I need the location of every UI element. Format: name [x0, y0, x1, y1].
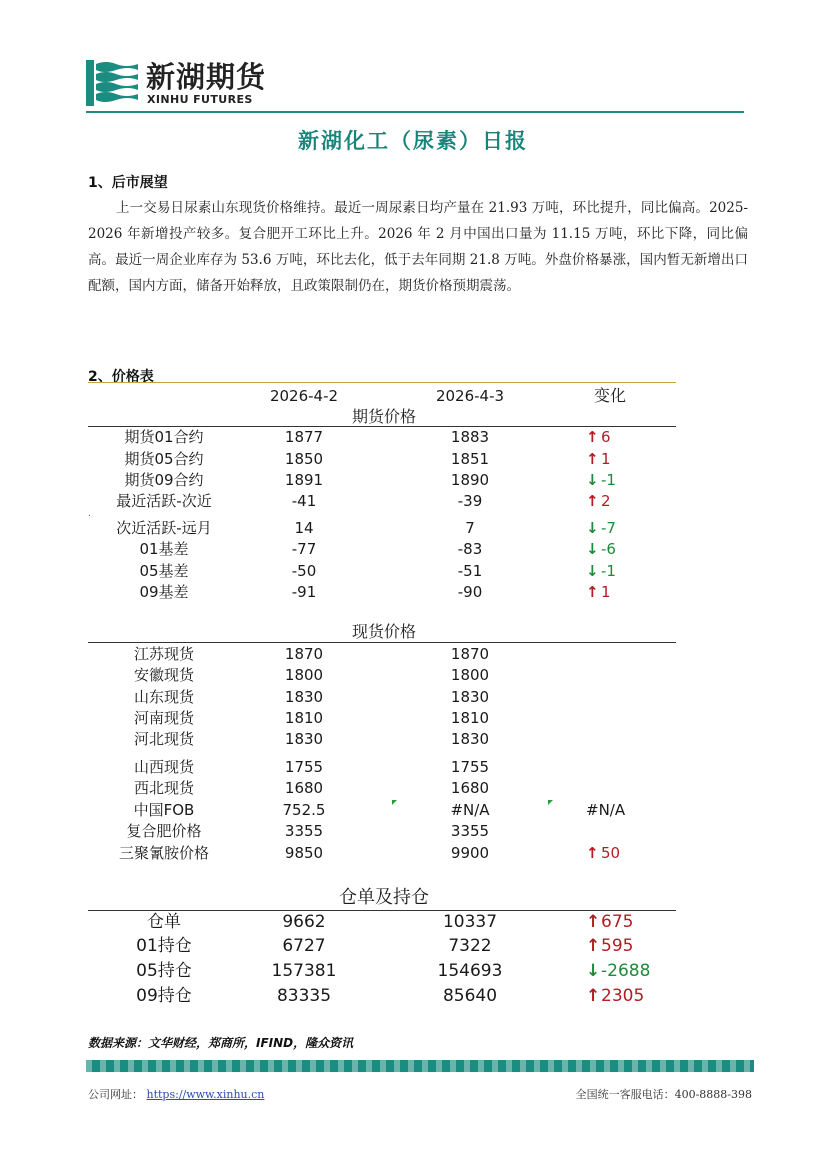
change-value: 2305	[601, 986, 645, 1006]
arrow-up-icon: ↑	[586, 428, 599, 446]
change-value: 6	[601, 428, 611, 446]
column-header-date2: 2026-4-3	[435, 387, 505, 405]
company-name-en: XINHU FUTURES	[147, 93, 253, 106]
value-change	[586, 561, 676, 581]
value-date1: 1891	[284, 471, 324, 489]
value-date2: 1830	[450, 730, 490, 748]
company-logo-icon	[86, 60, 138, 106]
row-label: 最近活跃-次近	[116, 492, 212, 510]
change-value: -2688	[601, 961, 651, 981]
change-value: 1	[601, 450, 611, 468]
cell-comment-marker	[392, 800, 397, 805]
row-label: 05持仓	[136, 961, 192, 981]
row-label: 期货09合约	[124, 471, 204, 489]
row-label: 三聚氰胺价格	[118, 844, 209, 862]
row-label: 安徽现货	[133, 666, 194, 684]
spot-group-title: 现货价格	[351, 622, 416, 641]
row-label: 河南现货	[133, 709, 194, 727]
value-date2: 85640	[442, 986, 498, 1006]
value-date1: 9850	[284, 844, 324, 862]
row-label: 复合肥价格	[126, 822, 202, 840]
arrow-down-icon: ↓	[586, 562, 599, 580]
report-title: 新湖化工（尿素）日报	[298, 129, 528, 153]
value-date1: 157381	[271, 961, 337, 981]
row-label: 01基差	[139, 540, 189, 558]
change-value: -6	[601, 540, 616, 558]
row-label: 01持仓	[136, 936, 192, 956]
value-date2: -90	[457, 583, 483, 601]
value-change	[586, 518, 676, 538]
value-date2: 9900	[450, 844, 490, 862]
value-date1: 3355	[284, 822, 324, 840]
header-divider	[86, 111, 744, 113]
change-value: 595	[601, 936, 634, 956]
arrow-up-icon: ↑	[586, 936, 601, 956]
value-change	[586, 912, 676, 932]
value-change	[586, 491, 676, 511]
change-value: #N/A	[586, 801, 626, 819]
arrow-up-icon: ↑	[586, 844, 599, 862]
positions-group-rule	[88, 910, 676, 911]
value-date2: 1680	[450, 779, 490, 797]
value-date2: 1890	[450, 471, 490, 489]
value-date1: 9662	[282, 912, 326, 932]
value-date1: -50	[291, 562, 317, 580]
change-value: 675	[601, 912, 634, 932]
value-date1: 1877	[284, 428, 324, 446]
value-date1: -91	[291, 583, 317, 601]
section-heading-price-table: 2、价格表	[88, 369, 154, 385]
value-date2: 3355	[450, 822, 490, 840]
row-label: 05基差	[139, 562, 189, 580]
value-change	[586, 843, 676, 863]
positions-group-title: 仓单及持仓	[339, 887, 429, 908]
row-label: 中国FOB	[133, 801, 195, 819]
value-date2: -39	[457, 492, 483, 510]
section-heading-outlook: 1、后市展望	[88, 175, 168, 191]
value-date1: 1800	[284, 666, 324, 684]
row-label: 次近活跃-远月	[116, 519, 212, 537]
value-date2: 1830	[450, 688, 490, 706]
value-date1: 1870	[284, 645, 324, 663]
column-header-date1: 2026-4-2	[269, 387, 339, 405]
change-value: -1	[601, 562, 616, 580]
change-value: 50	[601, 844, 621, 862]
table-top-rule	[88, 382, 676, 383]
arrow-up-icon: ↑	[586, 492, 599, 510]
outlook-paragraph: 上一交易日尿素山东现货价格维持。最近一周尿素日均产量在 21.93 万吨，环比提升，同比偏高。2025-2026 年新增投产较多。复合肥开工环比上升。2026 年 2 月中国出口量为 11.15 万吨，环比下降，同比偏高。最近一周企业库存为 53.6 万吨，环比去化，低于去年同期 21.8 万吨。外盘价格暴涨，国内暂无新增出口配额，国内方面，储备开始释放，且政策限制仍在，期货价格预期震荡。	[88, 200, 748, 294]
value-date2: 1755	[450, 758, 490, 776]
value-date1: 1755	[284, 758, 324, 776]
row-label: 河北现货	[133, 730, 194, 748]
row-label: 仓单	[147, 912, 181, 932]
row-label: 09持仓	[136, 986, 192, 1006]
value-date1: 1850	[284, 450, 324, 468]
row-label: 西北现货	[133, 779, 194, 797]
footer-decoration	[86, 1060, 754, 1072]
value-date2: 1883	[450, 428, 490, 446]
cell-comment-marker	[548, 800, 553, 805]
value-date1: 1830	[284, 688, 324, 706]
value-change	[586, 539, 676, 559]
value-change	[586, 961, 676, 981]
change-value: -1	[601, 471, 616, 489]
arrow-up-icon: ↑	[586, 912, 601, 932]
change-value: -7	[601, 519, 616, 537]
spot-group-rule	[88, 642, 676, 643]
row-label: 期货05合约	[124, 450, 204, 468]
value-date2: 1870	[450, 645, 490, 663]
arrow-down-icon: ↓	[586, 519, 599, 537]
value-date1: 1810	[284, 709, 324, 727]
value-change	[586, 582, 676, 602]
value-date1: 6727	[282, 936, 326, 956]
value-change	[586, 449, 676, 469]
value-date1: 14	[294, 519, 314, 537]
value-change	[586, 470, 676, 490]
row-label: 期货01合约	[124, 428, 204, 446]
value-date1: 1830	[284, 730, 324, 748]
value-date1: 83335	[276, 986, 332, 1006]
company-name-cn: 新湖期货	[146, 60, 267, 94]
value-date2: 7	[465, 519, 475, 537]
value-date2: -83	[457, 540, 483, 558]
futures-group-title: 期货价格	[351, 407, 416, 426]
value-date1: 752.5	[282, 801, 326, 819]
website-label: 公司网址：	[88, 1088, 143, 1101]
arrow-down-icon: ↓	[586, 540, 599, 558]
arrow-up-icon: ↑	[586, 583, 599, 601]
website-link[interactable]: https://www.xinhu.cn	[146, 1088, 265, 1101]
arrow-down-icon: ↓	[586, 961, 601, 981]
value-date2: -51	[457, 562, 483, 580]
value-change	[586, 936, 676, 956]
value-date1: 1680	[284, 779, 324, 797]
value-date2: 1810	[450, 709, 490, 727]
value-date2: 154693	[437, 961, 503, 981]
value-change	[586, 427, 676, 447]
value-date2: 1800	[450, 666, 490, 684]
value-date1: -41	[291, 492, 317, 510]
row-marker: .	[88, 509, 91, 519]
footer-hotline: 全国统一客服电话：400-8888-398	[575, 1088, 752, 1101]
value-change	[586, 800, 676, 820]
arrow-down-icon: ↓	[586, 471, 599, 489]
footer-website	[88, 1086, 264, 1102]
row-label: 山西现货	[133, 758, 194, 776]
value-date2: 7322	[448, 936, 492, 956]
value-date2: 10337	[442, 912, 498, 932]
value-date2: #N/A	[450, 801, 490, 819]
change-value: 1	[601, 583, 611, 601]
data-source-note: 数据来源：文华财经，郑商所，IFIND，隆众资讯	[88, 1036, 354, 1050]
column-header-change: 变化	[593, 386, 626, 405]
value-change	[586, 986, 676, 1006]
row-label: 09基差	[139, 583, 189, 601]
change-value: 2	[601, 492, 611, 510]
row-label: 山东现货	[133, 688, 194, 706]
arrow-up-icon: ↑	[586, 450, 599, 468]
arrow-up-icon: ↑	[586, 986, 601, 1006]
value-date2: 1851	[450, 450, 490, 468]
value-date1: -77	[291, 540, 317, 558]
row-label: 江苏现货	[133, 645, 194, 663]
